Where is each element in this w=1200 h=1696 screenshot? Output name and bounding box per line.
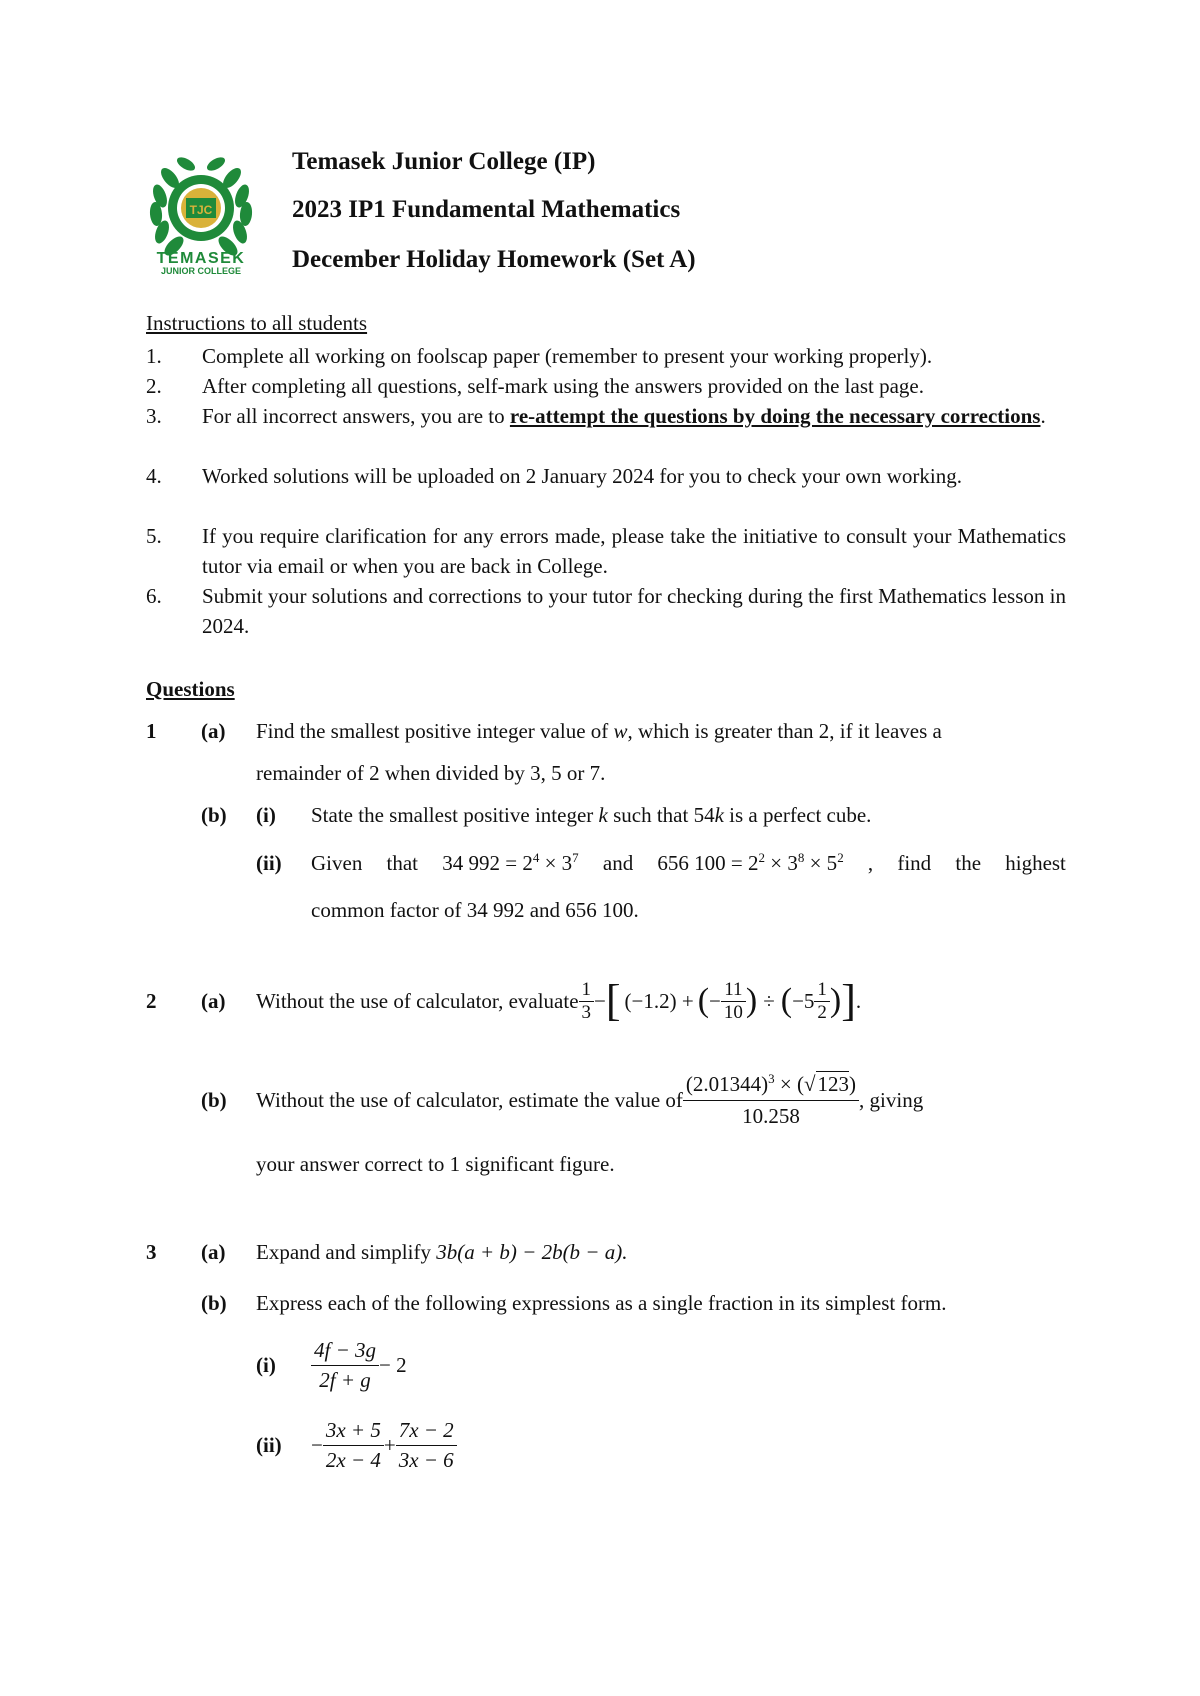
part-label: (a) (201, 1240, 226, 1264)
instruction-item: 5. If you require clarification for any errors made, please take the initiative to consult your Mathematics tutor via email or when you are back in College. (146, 524, 1066, 578)
factorization-2: 656 $100 = 2^2 \times 3^8 \times 5^2$ (657, 850, 844, 875)
emphasis-text: re-attempt the questions by doing the necessary corrections (509, 404, 1041, 428)
q2b-line2: your answer correct to 1 significant figure. (256, 1152, 615, 1176)
subpart-label: (ii) (256, 851, 282, 875)
q1bi-text: State the smallest positive integer k such that 54k is a perfect cube. (311, 803, 872, 827)
q1a-line1: Find the smallest positive integer value of w, which is greater than 2, if it leaves a (256, 719, 942, 743)
q3b-text: Express each of the following expressions as a single fraction in its simplest form. (256, 1291, 947, 1315)
college-name: Temasek Junior College (IP) (292, 148, 596, 175)
q2b-expression: Without the use of calculator, estimate the value of $\frac{(2.01344)^3 \times (√123)}{10.258}$ , giving (256, 1071, 924, 1128)
question-number: 3 (146, 1240, 157, 1264)
questions-heading: Questions (146, 677, 235, 701)
question-number: 1 (146, 719, 157, 743)
instructions-heading: Instructions to all students (146, 311, 368, 335)
q2a-expression: Without the use of calculator, evaluate $\frac{1}{3}$ − [ (−1.2) + ( − $\frac{11}{10}$ ) ÷ ( −5 $\frac{1}{2}$ ) ] . (256, 976, 862, 1025)
part-label: (b) (201, 1291, 227, 1315)
instruction-item: 2. After completing all questions, self-mark using the answers provided on the last page. (146, 374, 924, 398)
homework-title: December Holiday Homework (Set A) (292, 246, 696, 273)
instruction-item: 1. Complete all working on foolscap paper (remember to present your working properly). (146, 344, 933, 368)
college-logo (146, 146, 256, 276)
q3bi-expression: $\frac{4f - 3g}{2f + g}$ − 2 (311, 1333, 407, 1397)
part-label: (a) (201, 719, 226, 743)
part-label: (b) (201, 1088, 227, 1112)
q3bii-expression: − $\frac{3x + 5}{2x - 4}$ + $\frac{7x - 2}{3x - 6}$ (311, 1413, 457, 1477)
q1a-line2: remainder of 2 when divided by 3, 5 or 7. (256, 761, 606, 785)
question-number: 2 (146, 989, 157, 1013)
subpart-label: (i) (256, 1353, 276, 1377)
instruction-item: 6. Submit your solutions and corrections to your tutor for checking during the first Mathematics lesson in 2024. (146, 584, 1066, 638)
factorization-1: 34 $992 = 2^4 \times 3^7$ (442, 850, 579, 875)
subpart-label: (ii) (256, 1433, 282, 1457)
laurel-emblem-icon (146, 146, 256, 276)
q3a-text: Expand and simplify 3b(a + b) − 2b(b − a). (256, 1240, 628, 1264)
q1bii-line1: Given that 34 $992 = 2^4 \times 3^7$ and 656 $100 = 2^2 \times 3^8 \times 5^2$ , find the highest (311, 850, 1066, 875)
logo-subtext: JUNIOR COLLEGE (160, 266, 242, 276)
instruction-item: 3. For all incorrect answers, you are to re-attempt the questions by doing the necessary corrections. (146, 404, 1046, 428)
part-label: (a) (201, 989, 226, 1013)
subpart-label: (i) (256, 803, 276, 827)
course-title: 2023 IP1 Fundamental Mathematics (292, 196, 681, 223)
part-label: (b) (201, 803, 227, 827)
logo-initials: TJC (189, 203, 213, 217)
logo-wordmark: TEMASEK (156, 250, 246, 267)
instruction-item: 4. Worked solutions will be uploaded on 2 January 2024 for you to check your own working. (146, 464, 963, 488)
q1bii-line2: common factor of 34 992 and 656 100. (311, 898, 639, 922)
